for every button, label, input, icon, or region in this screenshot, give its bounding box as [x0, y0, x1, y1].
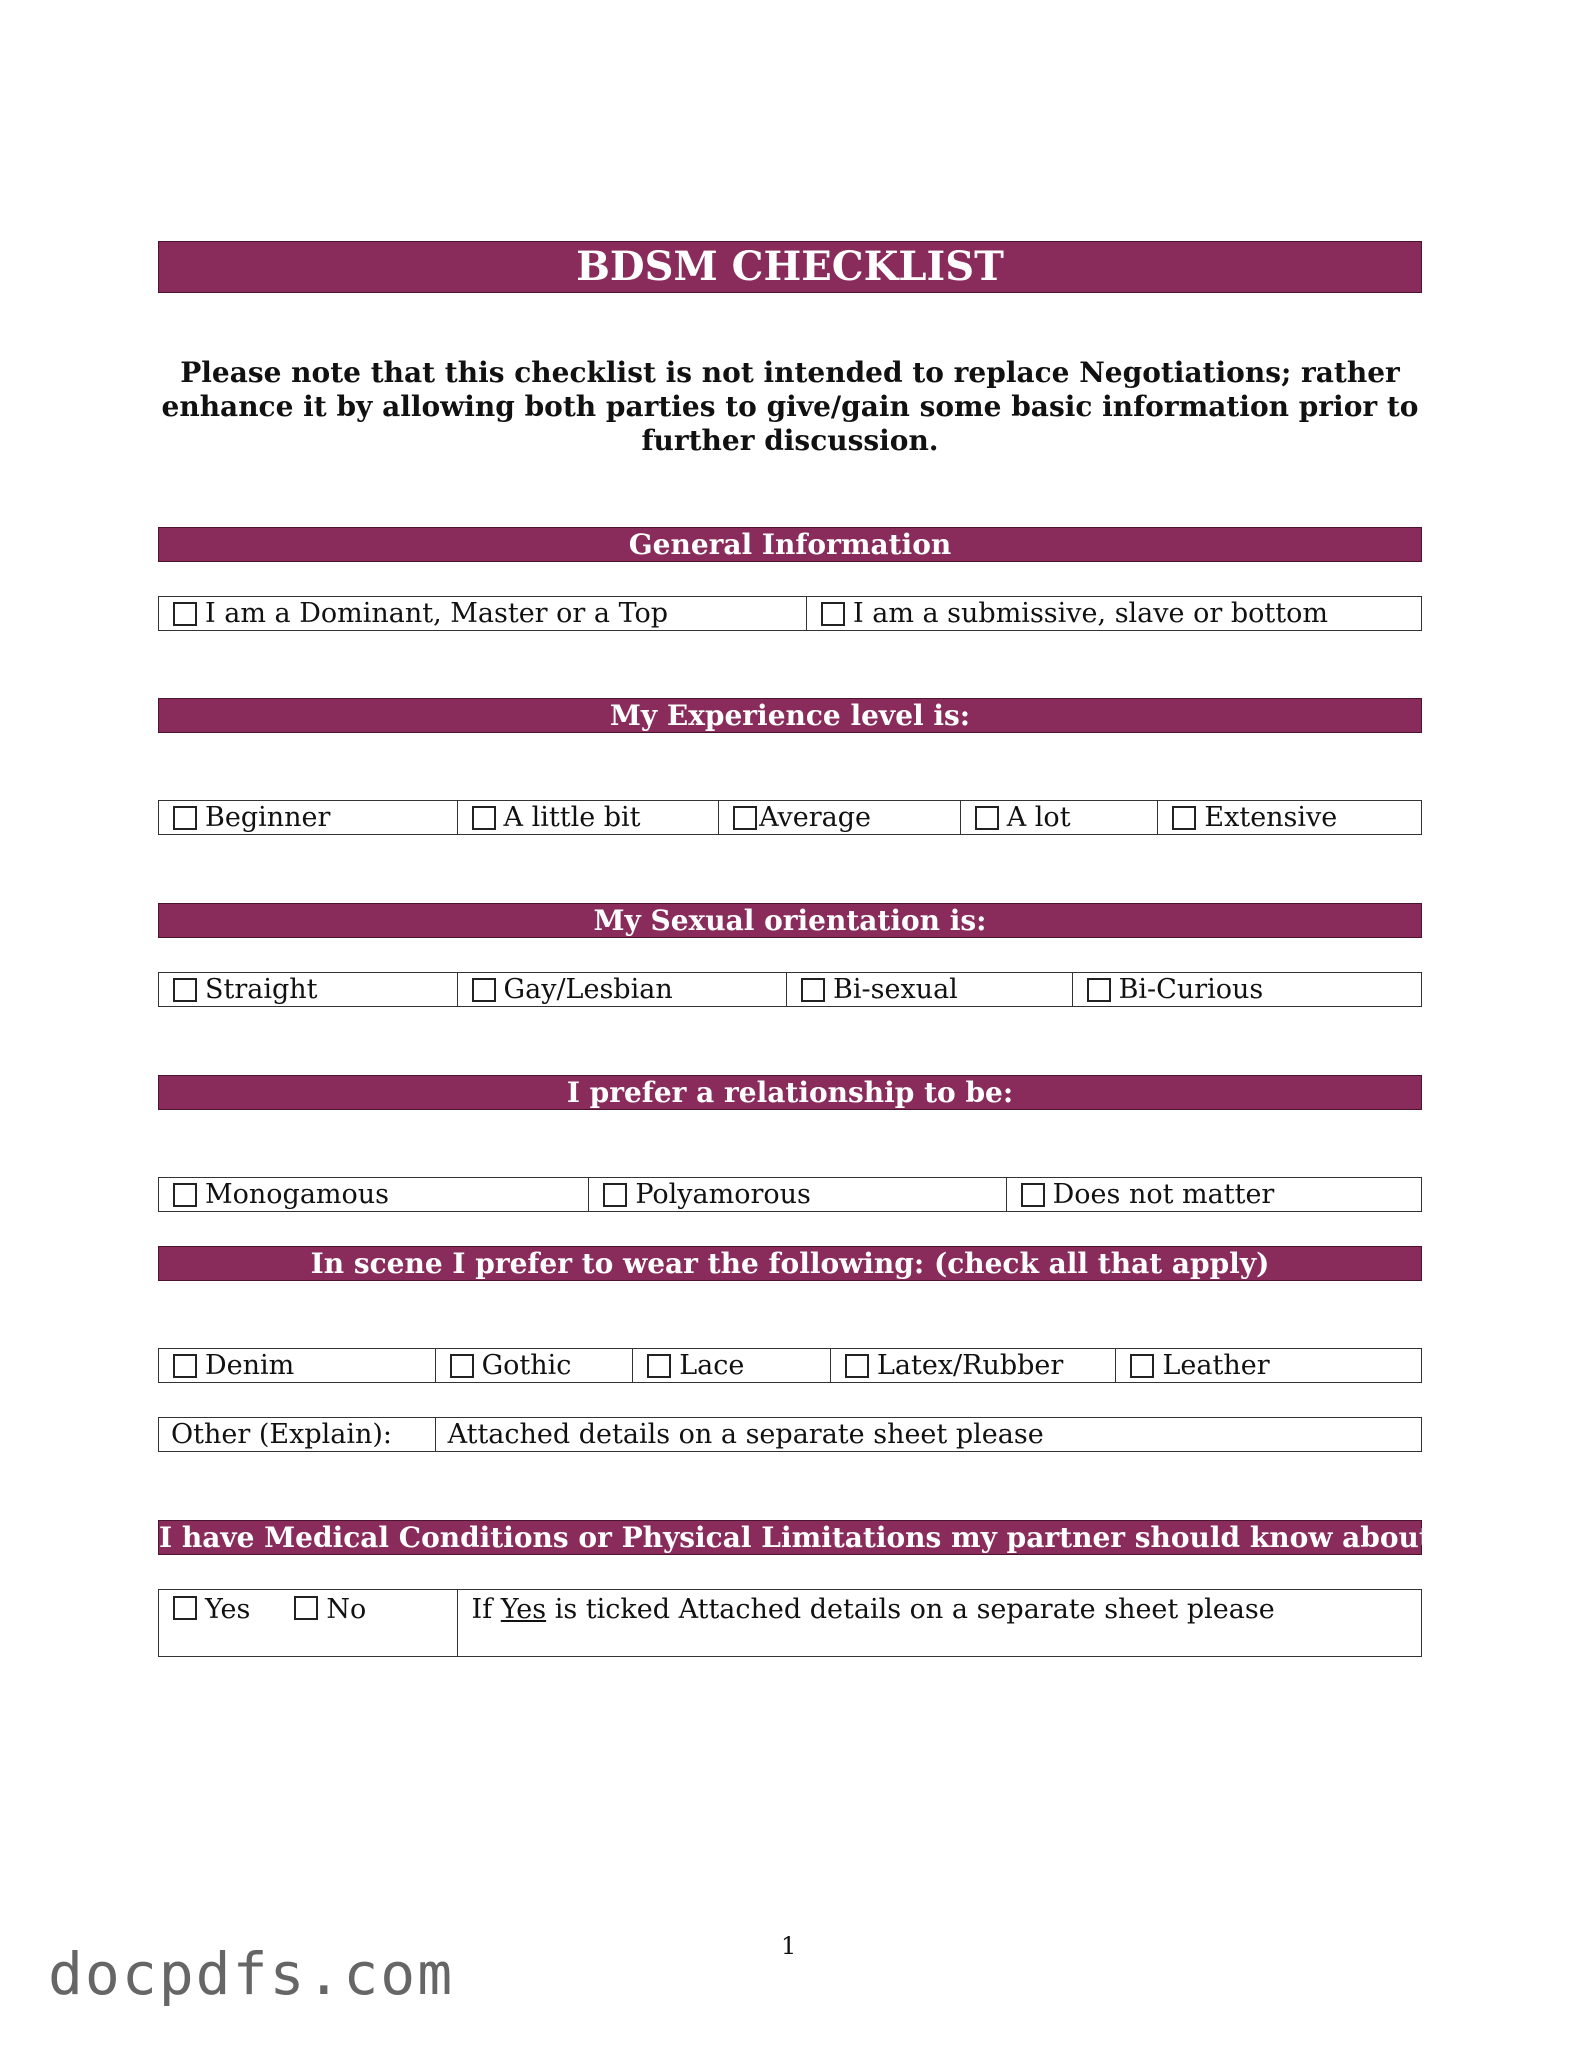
checkbox-no[interactable] — [294, 1596, 318, 1620]
option-leather[interactable] — [1115, 1349, 1421, 1382]
checkbox[interactable] — [472, 978, 496, 1002]
option-label: Lace — [679, 1350, 745, 1381]
option-label: Monogamous — [205, 1179, 390, 1210]
option-label: Straight — [205, 974, 318, 1005]
note-prefix: If — [471, 1594, 501, 1625]
intro-note: Please note that this checklist is not intended to replace Negotiations; rather enhance it by allowing both parties to give/gain some basic information prior to further discussion. — [161, 356, 1419, 457]
option-polyamorous[interactable] — [588, 1178, 1005, 1211]
option-label: I am a submissive, slave or bottom — [852, 598, 1328, 629]
option-label: Latex/Rubber — [876, 1350, 1064, 1381]
checkbox[interactable] — [173, 978, 197, 1002]
option-bi-curious[interactable] — [1072, 973, 1421, 1006]
option-a-little-bit[interactable] — [457, 801, 719, 834]
option-label: A little bit — [503, 802, 641, 833]
checkbox-yes[interactable] — [173, 1596, 197, 1620]
option-submissive[interactable] — [806, 597, 1421, 630]
checkbox[interactable] — [733, 806, 757, 830]
checkbox[interactable] — [647, 1354, 671, 1378]
checkbox[interactable] — [1172, 806, 1196, 830]
wear-options-row — [158, 1348, 1422, 1383]
option-extensive[interactable] — [1157, 801, 1421, 834]
section-header-wear: In scene I prefer to wear the following: (check all that apply) — [158, 1246, 1422, 1281]
checkbox[interactable] — [173, 806, 197, 830]
option-label: Gothic — [481, 1350, 572, 1381]
checkbox[interactable] — [1130, 1354, 1154, 1378]
option-denim[interactable] — [159, 1349, 435, 1382]
section-header-relationship: I prefer a relationship to be: — [158, 1075, 1422, 1110]
option-gay-lesbian[interactable] — [457, 973, 786, 1006]
option-label: Denim — [205, 1350, 295, 1381]
section-header-orientation: My Sexual orientation is: — [158, 903, 1422, 938]
option-lace[interactable] — [632, 1349, 830, 1382]
option-dominant[interactable] — [159, 597, 806, 630]
option-does-not-matter[interactable] — [1006, 1178, 1421, 1211]
relationship-options-row — [158, 1177, 1422, 1212]
orientation-options-row — [158, 972, 1422, 1007]
option-beginner[interactable] — [159, 801, 457, 834]
medical-yes-no — [159, 1590, 457, 1656]
checkbox[interactable] — [173, 602, 197, 626]
experience-options-row — [158, 800, 1422, 835]
note-yes: Yes — [500, 1594, 547, 1625]
option-label: Bi-sexual — [833, 974, 958, 1005]
role-options-row — [158, 596, 1422, 631]
medical-row — [158, 1589, 1422, 1657]
option-label: Does not matter — [1052, 1179, 1275, 1210]
option-label: Average — [759, 802, 871, 833]
option-label: Gay/Lesbian — [503, 974, 673, 1005]
checkbox[interactable] — [975, 806, 999, 830]
checkbox[interactable] — [450, 1354, 474, 1378]
section-header-medical: I have Medical Conditions or Physical Limitations my partner should know about — [159, 1521, 1432, 1554]
option-average[interactable] — [718, 801, 960, 834]
page-number: 1 — [781, 1932, 797, 1960]
wear-other-row — [158, 1417, 1422, 1452]
page-title: BDSM CHECKLIST — [158, 241, 1422, 293]
option-straight[interactable] — [159, 973, 457, 1006]
section-header-experience: My Experience level is: — [158, 698, 1422, 733]
option-label: I am a Dominant, Master or a Top — [205, 598, 669, 629]
option-label: Beginner — [205, 802, 331, 833]
option-a-lot[interactable] — [960, 801, 1158, 834]
option-label: Extensive — [1204, 802, 1338, 833]
checkbox[interactable] — [1021, 1183, 1045, 1207]
checkbox[interactable] — [472, 806, 496, 830]
medical-note — [457, 1590, 1421, 1656]
other-label: Other (Explain): — [171, 1419, 392, 1450]
yes-label: Yes — [205, 1594, 251, 1625]
option-label: Polyamorous — [635, 1179, 811, 1210]
watermark: docpdfs.com — [48, 1940, 455, 2008]
option-latex-rubber[interactable] — [830, 1349, 1116, 1382]
section-header-general: General Information — [158, 527, 1422, 562]
note-suffix: is ticked Attached details on a separate sheet please — [546, 1594, 1275, 1625]
option-bi-sexual[interactable] — [786, 973, 1072, 1006]
checkbox[interactable] — [1087, 978, 1111, 1002]
other-explain-field[interactable]: Attached details on a separate sheet please — [435, 1418, 1421, 1451]
checkbox[interactable] — [801, 978, 825, 1002]
no-label: No — [326, 1594, 367, 1625]
option-gothic[interactable] — [435, 1349, 633, 1382]
checkbox[interactable] — [173, 1354, 197, 1378]
option-monogamous[interactable] — [159, 1178, 588, 1211]
checkbox[interactable] — [173, 1183, 197, 1207]
option-label: Leather — [1162, 1350, 1270, 1381]
checkbox[interactable] — [603, 1183, 627, 1207]
option-label: Bi-Curious — [1118, 974, 1264, 1005]
checkbox[interactable] — [845, 1354, 869, 1378]
option-label: A lot — [1006, 802, 1071, 833]
checkbox[interactable] — [821, 602, 845, 626]
